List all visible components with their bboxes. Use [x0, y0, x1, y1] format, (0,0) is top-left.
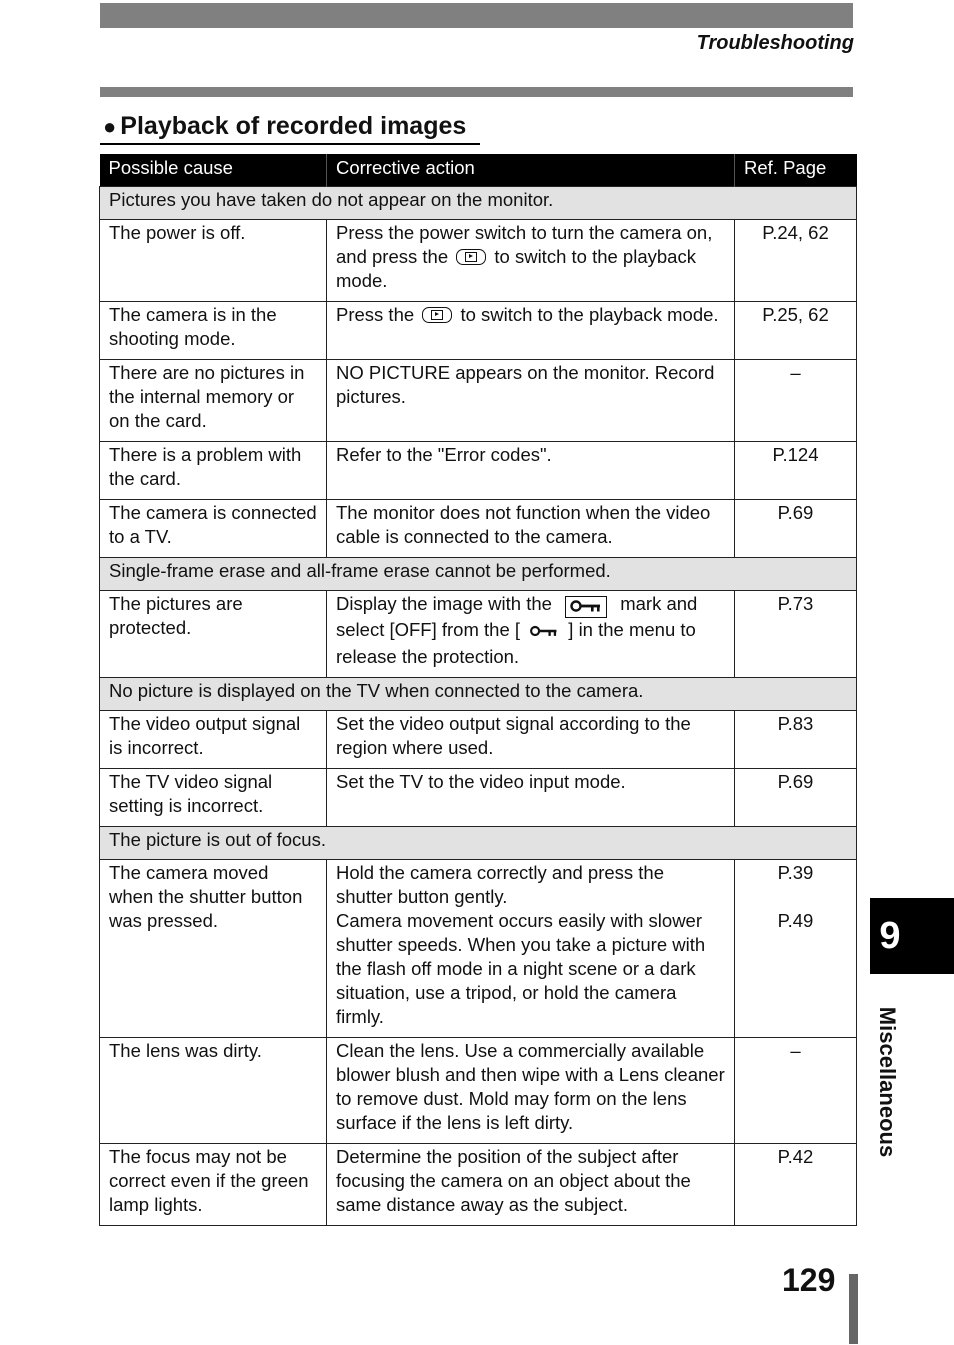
header-corrective-action: Corrective action [327, 154, 735, 187]
cause-cell: The camera moved when the shutter button was pressed. [100, 860, 327, 1038]
ref-cell: P.24, 62 [735, 220, 857, 302]
table-row [100, 302, 857, 360]
section-title-underline [100, 143, 480, 145]
ref-cell: P.42 [735, 1144, 857, 1226]
category-row [100, 827, 857, 860]
header-ref-page: Ref. Page [735, 154, 857, 187]
table-row [100, 500, 857, 558]
action-text: to switch to the playback mode. [460, 304, 719, 325]
action-cell: NO PICTURE appears on the monitor. Record pictures. [327, 360, 735, 442]
action-text: Display the image with the [336, 593, 552, 614]
playback-button-icon [456, 249, 486, 265]
header-divider [100, 87, 853, 97]
ref-cell: P.83 [735, 711, 857, 769]
action-cell [327, 220, 735, 302]
chapter-number: 9 [879, 914, 901, 957]
section-title: Playback of recorded images [120, 112, 467, 140]
header-possible-cause: Possible cause [100, 154, 327, 187]
category-label: Pictures you have taken do not appear on the monitor. [100, 187, 857, 220]
ref-cell: P.69 [735, 769, 857, 827]
category-row [100, 187, 857, 220]
cause-cell: The lens was dirty. [100, 1038, 327, 1144]
chapter-label: Miscellaneous [875, 1006, 900, 1158]
ref-text: P.49 [777, 910, 814, 931]
troubleshooting-table [99, 154, 857, 1226]
cause-cell: The power is off. [100, 220, 327, 302]
cause-cell: The focus may not be correct even if the green lamp lights. [100, 1144, 327, 1226]
action-text: Press the power switch to turn the camera on, and press the [336, 222, 713, 267]
table-row [100, 220, 857, 302]
action-cell: The monitor does not function when the video cable is connected to the camera. [327, 500, 735, 558]
protect-key-icon [527, 621, 561, 645]
table-row [100, 711, 857, 769]
ref-cell: P.69 [735, 500, 857, 558]
protect-key-icon [565, 596, 607, 618]
header-title: Troubleshooting [696, 32, 854, 54]
action-text: Camera movement occurs easily with slower shutter speeds. When you take a picture with the flash off mode in a night scene or a dark situation, use a tripod, or hold the camera firmly. [336, 910, 706, 1027]
cause-cell: The camera is connected to a TV. [100, 500, 327, 558]
ref-text: P.39 [777, 862, 814, 883]
table-header-row [100, 154, 857, 187]
ref-cell: – [735, 360, 857, 442]
page-number: 129 [782, 1262, 836, 1298]
category-row [100, 678, 857, 711]
action-text: ] in the menu to release the protection. [336, 619, 696, 667]
ref-cell: P.25, 62 [735, 302, 857, 360]
action-cell [327, 302, 735, 360]
action-cell: Refer to the "Error codes". [327, 442, 735, 500]
action-cell: Clean the lens. Use a commercially available blower blush and then wipe with a Lens cleaner to remove dust. Mold may form on the lens surface if the lens is left dirty. [327, 1038, 735, 1144]
cause-cell: The TV video signal setting is incorrect. [100, 769, 327, 827]
page-number-bar [849, 1274, 858, 1344]
action-cell: Determine the position of the subject after focusing the camera on an object about the same distance away as the subject. [327, 1144, 735, 1226]
category-row [100, 558, 857, 591]
action-text: Press the [336, 304, 415, 325]
cause-cell: The camera is in the shooting mode. [100, 302, 327, 360]
action-text: to switch to the playback mode. [336, 246, 696, 291]
cause-cell: There is a problem with the card. [100, 442, 327, 500]
bullet-icon: ● [103, 113, 117, 139]
ref-cell: P.124 [735, 442, 857, 500]
table-row [100, 769, 857, 827]
category-label: Single-frame erase and all-frame erase cannot be performed. [100, 558, 857, 591]
category-label: No picture is displayed on the TV when connected to the camera. [100, 678, 857, 711]
action-cell: Set the video output signal according to the region where used. [327, 711, 735, 769]
action-text: mark and select [OFF] from the [ [336, 593, 698, 640]
ref-cell: P.73 [735, 591, 857, 678]
section-heading [103, 112, 466, 141]
table-row [100, 442, 857, 500]
ref-cell [735, 860, 857, 1038]
ref-cell: – [735, 1038, 857, 1144]
category-label: The picture is out of focus. [100, 827, 857, 860]
table-row [100, 1038, 857, 1144]
table-row [100, 591, 857, 678]
cause-cell: There are no pictures in the internal memory or on the card. [100, 360, 327, 442]
playback-button-icon [422, 307, 452, 323]
table-row [100, 860, 857, 1038]
action-cell [327, 860, 735, 1038]
chapter-tab [870, 898, 954, 974]
cause-cell: The pictures are protected. [100, 591, 327, 678]
action-text: Hold the camera correctly and press the shutter button gently. [336, 862, 665, 907]
table-row [100, 360, 857, 442]
header-bar [100, 3, 853, 28]
cause-cell: The video output signal is incorrect. [100, 711, 327, 769]
table-row [100, 1144, 857, 1226]
action-cell [327, 591, 735, 678]
action-cell: Set the TV to the video input mode. [327, 769, 735, 827]
